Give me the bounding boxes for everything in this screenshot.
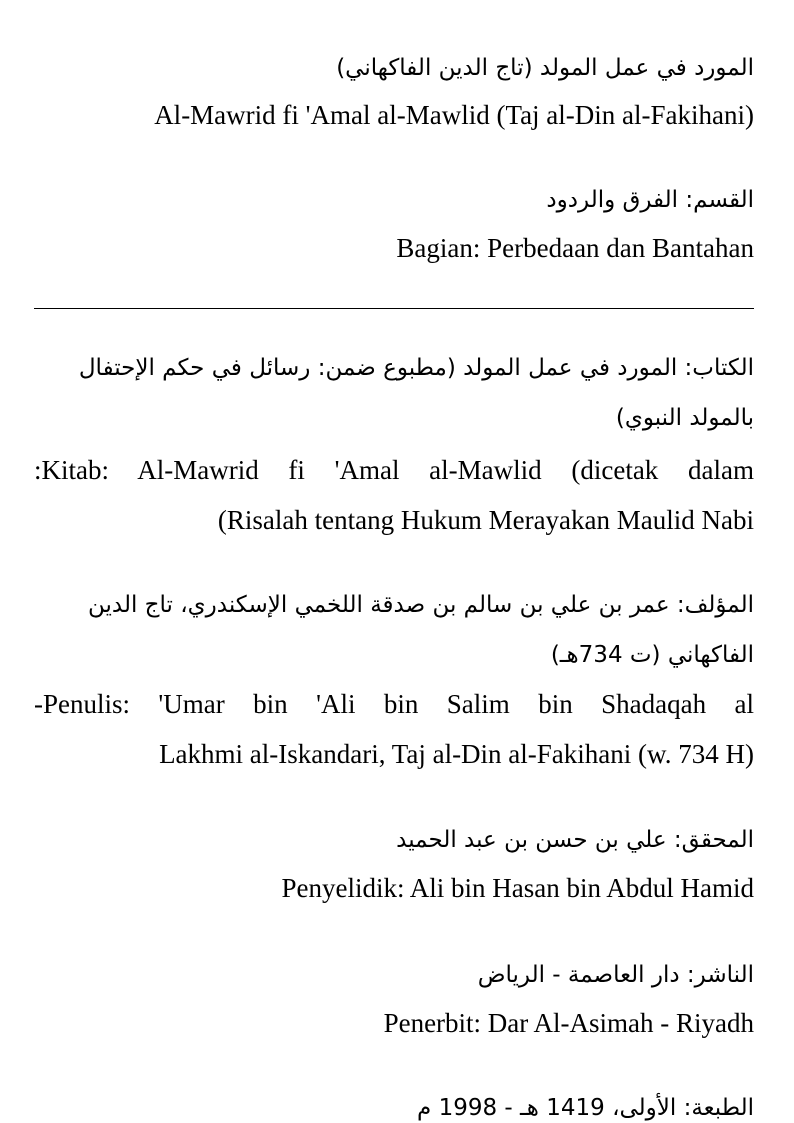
book-arabic-line-1: الكتاب: المورد في عمل المولد (مطبوع ضمن: رسائل في حكم الإحتفال	[78, 355, 754, 381]
section-latin: Bagian: Perbedaan dan Bantahan	[396, 233, 754, 263]
title-latin: Al-Mawrid fi 'Amal al-Mawlid (Taj al-Din al-Fakihani)	[154, 100, 754, 130]
book-arabic-line-2: بالمولد النبوي)	[615, 405, 754, 431]
author-arabic-line-2: الفاكهاني (ت 734هـ)	[550, 642, 754, 668]
author-arabic-line-1: المؤلف: عمر بن علي بن سالم بن صدقة اللخمي الإسكندري، تاج الدين	[87, 592, 754, 618]
author-latin-line-2: Lakhmi al-Iskandari, Taj al-Din al-Fakihani (w. 734 H)	[159, 739, 754, 769]
section-arabic: القسم: الفرق والردود	[546, 187, 754, 213]
editor-arabic: المحقق: علي بن حسن بن عبد الحميد	[396, 827, 754, 853]
book-latin-line-1: Kitab: Al-Mawrid fi 'Amal al-Mawlid (dicetak dalam:	[34, 455, 754, 485]
publisher-arabic: الناشر: دار العاصمة - الرياض	[477, 962, 754, 988]
book-latin-line-2: Risalah tentang Hukum Merayakan Maulid Nabi)	[217, 505, 754, 535]
document-page	[34, 0, 754, 1123]
publisher-latin: Penerbit: Dar Al-Asimah - Riyadh	[383, 1008, 754, 1038]
editor-latin: Penyelidik: Ali bin Hasan bin Abdul Hamid	[281, 873, 754, 903]
author-latin-line-1: Penulis: 'Umar bin 'Ali bin Salim bin Shadaqah al-	[34, 689, 754, 719]
title-arabic: المورد في عمل المولد (تاج الدين الفاكهاني)	[336, 55, 754, 81]
divider-line	[34, 308, 754, 309]
edition-arabic: الطبعة: الأولى، 1419 هـ - 1998 م	[417, 1095, 754, 1121]
